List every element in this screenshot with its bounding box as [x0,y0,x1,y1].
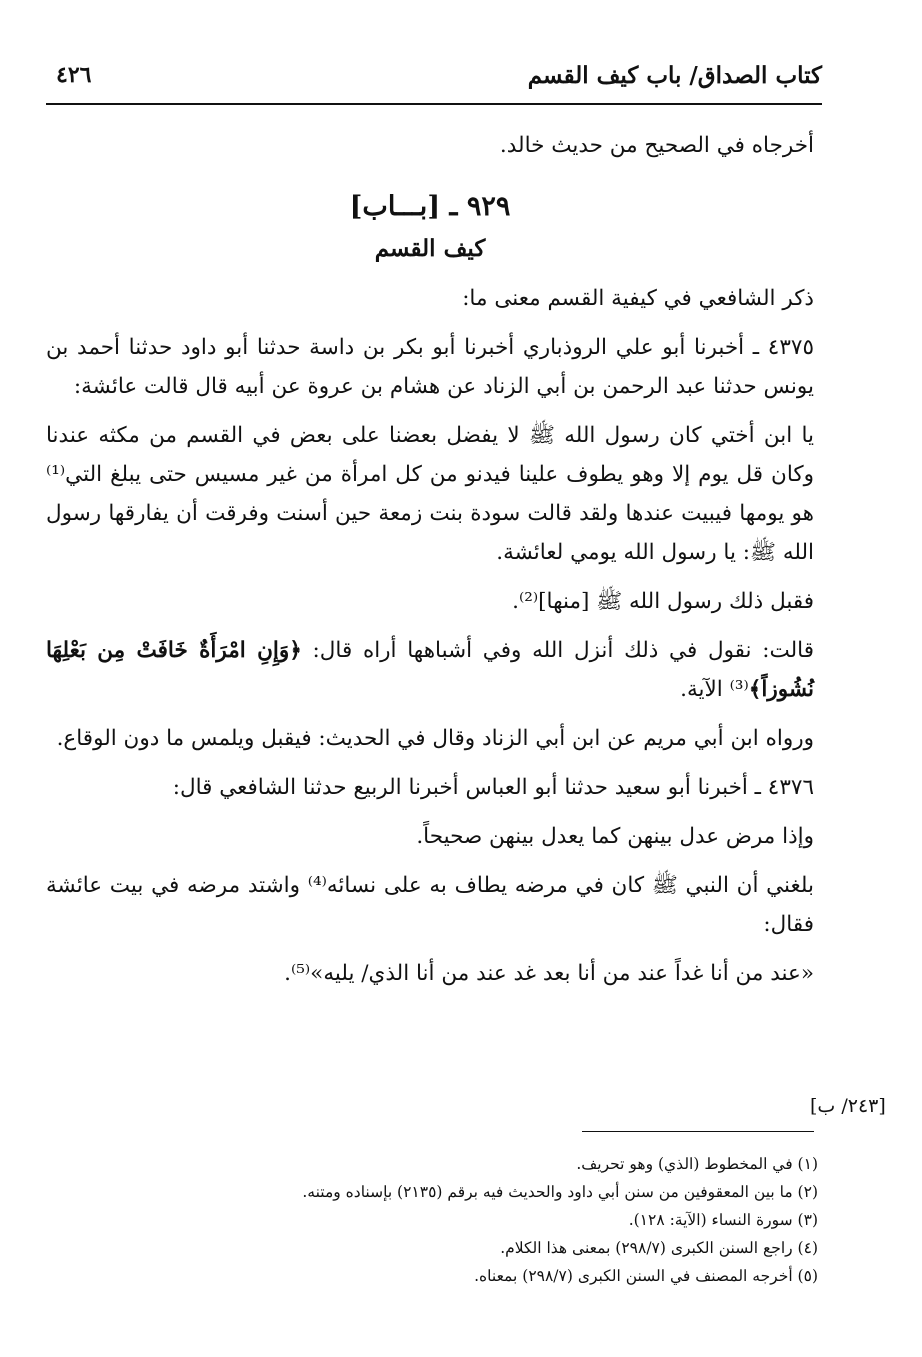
footnote-rule [582,1131,814,1132]
paragraph-narration: ورواه ابن أبي مريم عن ابن أبي الزناد وقال في الحديث: فيقبل ويلمس ما دون الوقاع. [56,726,814,751]
paragraph-revelation [46,631,814,709]
paragraph-acceptance: فقبل ذلك رسول الله ﷺ [منها]⁽²⁾. [512,589,814,614]
running-title: كتاب الصداق/ باب كيف القسم [527,62,822,89]
quran-verse: ﴿وَإِنِ امْرَأَةٌ خَافَتْ مِن بَعْلِهَا نُشُوزاً﴾ [46,638,814,702]
chapter-number: ٩٢٩ ـ [بـــاب] [349,191,511,222]
footnotes [46,1150,818,1290]
header-rule [46,103,822,105]
chapter-heading [46,185,814,269]
footnote-4: (٤) راجع السنن الكبرى (٢٩٨/٧) بمعنى هذا الكلام. [500,1239,818,1257]
manuscript-folio-note: [٢٤٣/ ب] [810,1095,886,1117]
hadith-4376-isnad: ٤٣٧٦ ـ أخبرنا أبو سعيد حدثنا أبو العباس أخبرنا الربيع حدثنا الشافعي قال: [172,775,814,800]
chapter-title: كيف القسم [374,235,486,262]
intro-paragraph: أخرجاه في الصحيح من حديث خالد. [499,133,814,158]
page-header [46,62,822,102]
paragraph-quote: «عند من أنا غداً عند من أنا بعد غد عند من أنا الذي/ يليه»⁽⁵⁾. [284,961,814,986]
hadith-4375-isnad: ٤٣٧٥ ـ أخبرنا أبو علي الروذباري أخبرنا أبو بكر بن داسة حدثنا أبو داود حدثنا أحمد بن يونس حدثنا عبد الرحمن بن أبي الزناد عن هشام بن عروة عن أبيه قال قالت عائشة: [46,335,814,399]
revelation-text: قالت: نقول في ذلك أنزل الله وفي أشباهها أراه قال: [301,638,814,663]
footnote-5: (٥) أخرجه المصنف في السنن الكبرى (٢٩٨/٧) بمعناه. [474,1267,818,1285]
page-number: ٤٢٦ [56,62,92,88]
revelation-tail: ⁽³⁾ الآية. [680,677,749,702]
hadith-4375-text: يا ابن أختي كان رسول الله ﷺ لا يفضل بعضنا على بعض في القسم من مكثه عندنا وكان قل يوم إلا وهو يطوف علينا فيدنو من كل امرأة من غير مسيس حتى يبلغ التي⁽¹⁾ هو يومها فيبيت عندها ولقد قالت سودة بنت زمعة حين أسنت وفرقت أن يفارقها رسول الله ﷺ: يا رسول الله يومي لعائشة. [46,423,814,565]
footnote-1: (١) في المخطوط (الذي) وهو تحريف. [576,1155,818,1173]
paragraph-prophet-illness: بلغني أن النبي ﷺ كان في مرضه يطاف به على نسائه⁽⁴⁾ واشتد مرضه في بيت عائشة فقال: [46,873,815,937]
main-text [46,118,814,1003]
footnote-3: (٣) سورة النساء (الآية: ١٢٨). [628,1211,818,1229]
paragraph-illness: وإذا مرض عدل بينهن كما يعدل بينهن صحيحاً. [416,824,814,849]
footnote-2: (٢) ما بين المعقوفين من سنن أبي داود والحديث فيه برقم (٢١٣٥) بإسناده ومتنه. [302,1183,818,1201]
paragraph-1: ذكر الشافعي في كيفية القسم معنى ما: [462,286,814,311]
